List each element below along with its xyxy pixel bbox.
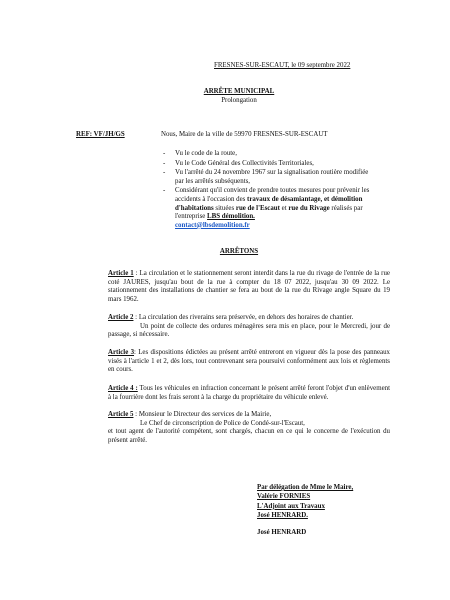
article-1-label: Article 1 [108, 270, 134, 277]
article-1 [108, 270, 390, 304]
signature-delegation: Par délégation de Mme le Maire, [257, 484, 354, 491]
article-5-text: : Monsieur le Directeur des services de la Mairie, [133, 411, 272, 418]
signature-name-2: José HENRARD. [257, 512, 308, 520]
article-4 [108, 385, 390, 402]
mayor-intro: Nous, Maire de la ville de 59970 FRESNES-SUR-ESCAUT [161, 131, 328, 138]
article-5-label: Article 5 [108, 411, 134, 418]
article-5-text-3: et tout agent de l'autorité compétent, sont chargés, chacun en ce qui le concerne de l'exécution du présent arrêté. [108, 428, 390, 444]
vu-arrete-1967: - Vu l'arrêté du 24 novembre 1967 sur la signalisation routière modifiée par les arrêtés subséquents, [163, 169, 371, 186]
company-email-link[interactable]: contact@lbsdemolition.fr [175, 221, 250, 229]
considerant-street-2: rue du Rivage [288, 204, 330, 212]
article-3-text: : Les dispositions édictées au présent arrêté entreront en vigueur dès la pose des panneaux visés à l'article 1 et 2, dès lors, tout contrevenant sera poursuivi conformément aux lois et règlements en cours. [108, 349, 390, 374]
arretons-heading: ARRÊTONS [219, 248, 259, 255]
considerant-item [163, 187, 371, 230]
vu-code-route: - Vu le code de la route, [163, 150, 371, 159]
signature-title: L'Adjoint aux Travaux [257, 502, 325, 510]
document-title: ARRÊTE MUNICIPAL [203, 88, 275, 95]
article-2-text-2: Un point de collecte des ordures ménagères sera mis en place, pour le Mercredi, jour de passage, si nécessaire. [108, 322, 390, 339]
reference-label: REF: VF/JH/GS [76, 131, 125, 138]
article-5 [108, 411, 390, 445]
company-name: LBS démolition. [207, 213, 255, 221]
considerant-text-2: situées [213, 204, 236, 212]
considerant-text-4: réalisés par l'entreprise [175, 204, 363, 221]
considerant-text-1: Considérant qu'il convient de prendre toutes mesures pour prévenir les accidents à l'occasion des [175, 187, 370, 203]
article-3 [108, 349, 390, 375]
article-1-text: : La circulation et le stationnement seront interdit dans la rue du rivage de l'entrée de la rue coté JAURES, jusqu'au bout de la rue à compter du 18 07 2022, jusqu'au 30 09 2022. Le stationnement des installations de chantier se fera au bout de la rue du Rivage angle Square du 19 mars 1962. [108, 270, 390, 303]
article-4-label: Article 4 : [108, 385, 138, 392]
signature-name-3: José HENRARD [257, 528, 307, 536]
article-2 [108, 314, 390, 340]
place-date: FRESNES-SUR-ESCAUT, le 09 septembre 2022 [214, 62, 351, 69]
article-4-text: Tous les véhicules en infraction concernant le présent arrêté feront l'objet d'un enlèvement à la fourrière dont les frais seront à la charge du propriétaire du véhicule enlevé. [108, 385, 390, 401]
vus-list-container [163, 150, 371, 231]
article-2-text: : La circulation des riverains sera préservée, en dehors des horaires de chantier. [133, 314, 354, 321]
article-5-text-2: Le Chef de circonscription de Police de Condé-sur-l'Escaut, [140, 419, 305, 427]
considerant-street-1: rue de l'Escaut [235, 204, 280, 212]
article-2-label: Article 2 [108, 314, 134, 321]
document-subtitle: Prolongation [221, 97, 257, 104]
considerant-works: travaux de désamiantage, et démolition d'habitations [175, 195, 363, 212]
vu-code-collectivites: - Vu le Code Général des Collectivités Territoriales, [163, 160, 371, 169]
signature-name-1: Valérie FORNIES [257, 493, 311, 501]
signature-block [257, 483, 397, 537]
considerant-text-3: et [279, 204, 289, 212]
article-3-label: Article 3 [108, 349, 135, 356]
